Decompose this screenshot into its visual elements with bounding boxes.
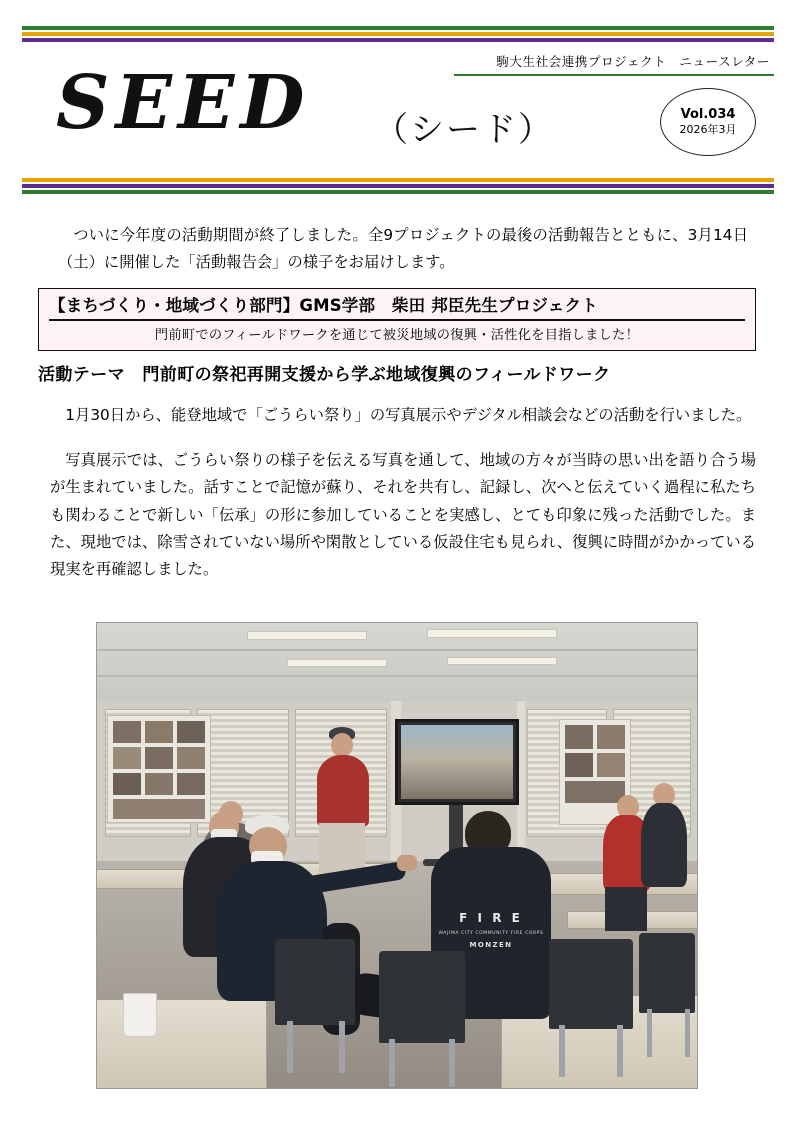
table-foreground-left: [96, 999, 267, 1089]
jacket-fire-text: F I R E: [459, 911, 523, 925]
person-legs: [605, 887, 647, 931]
pointing-hand: [397, 855, 417, 871]
section-category: 【まちづくり・地域づくり部門】GMS学部 柴田 邦臣先生プロジェクト: [49, 296, 598, 315]
chair: [379, 951, 465, 1043]
newsletter-label: 駒大生社会連携プロジェクト ニュースレター: [496, 54, 770, 69]
label-underline: [454, 74, 774, 76]
person-standing-red: [317, 755, 369, 827]
chair-leg: [449, 1039, 455, 1087]
exhibit-thumb: [113, 747, 141, 769]
ceiling-light-1: [247, 631, 367, 640]
exhibit-thumb: [145, 773, 173, 795]
exhibit-thumb: [145, 747, 173, 769]
presentation-screen: [395, 719, 519, 805]
exhibit-thumb: [177, 747, 205, 769]
exhibit-thumb: [145, 721, 173, 743]
page-title: SEED: [56, 60, 311, 146]
rule-green-2: [22, 190, 774, 194]
chair: [549, 939, 633, 1029]
exhibit-thumb: [177, 773, 205, 795]
ceiling-light-4: [447, 657, 557, 665]
exhibit-thumb: [565, 753, 593, 777]
photo-scene: [97, 623, 697, 1088]
activity-theme: 活動テーマ 門前町の祭祀再開支援から学ぶ地域復興のフィールドワーク: [38, 365, 611, 385]
paper-cup: [123, 993, 157, 1037]
rule-purple-2: [22, 184, 774, 188]
intro-text: ついに今年度の活動期間が終了しました。全9プロジェクトの最後の活動報告とともに、3月14日（土）に開催した「活動報告会」の様子をお届けします。: [58, 226, 748, 271]
activity-photo: [96, 622, 698, 1089]
rule-orange: [22, 32, 774, 36]
chair-leg: [685, 1009, 690, 1057]
chair-leg: [647, 1009, 652, 1057]
section-divider: [49, 319, 745, 320]
jacket-fire-subtext2: MONZEN: [469, 941, 513, 949]
chair-leg: [287, 1021, 293, 1073]
page-title-reading: （シード）: [374, 110, 554, 150]
screen-image: [401, 725, 513, 799]
intro-paragraph: [58, 222, 748, 276]
person-standing-right-dark: [641, 803, 687, 887]
body-paragraph-2: 写真展示では、ごうらい祭りの様子を伝える写真を通して、地域の方々が当時の思い出を語り合う場が生まれていました。話すことで記憶が蘇り、それを共有し、記録し、次へと伝えていく過程に私たちも関わることで新しい「伝承」の形に参加していることを実感し、とても印象に残った活動でした。また、現地では、除雪されていない場所や閑散としている仮設住宅も見られ、復興に時間がかかっている現実を再確認しました。: [50, 451, 756, 579]
section-subtitle: 門前町でのフィールドワークを通じて被災地域の復興・活性化を目指しました！: [154, 327, 640, 343]
article-body: [50, 402, 756, 583]
rule-green: [22, 26, 774, 30]
exhibit-thumb: [597, 725, 625, 749]
chair-leg: [389, 1039, 395, 1087]
top-rule-bars: [22, 26, 774, 44]
ceiling-light-3: [287, 659, 387, 667]
rule-orange-2: [22, 178, 774, 182]
chair: [639, 933, 695, 1013]
chair-leg: [617, 1025, 623, 1077]
body-paragraph-1: 1月30日から、能登地域で「ごうらい祭り」の写真展示やデジタル相談会などの活動を行いました。: [65, 406, 752, 424]
exhibit-thumb: [113, 773, 141, 795]
chair: [275, 939, 355, 1025]
volume-badge: [660, 88, 756, 156]
masthead: [22, 44, 774, 194]
chair-leg: [559, 1025, 565, 1077]
photo-ceiling: [97, 623, 697, 701]
chair-leg: [339, 1021, 345, 1073]
exhibit-thumb: [565, 781, 625, 803]
rule-purple: [22, 38, 774, 42]
ceiling-line-1: [97, 649, 697, 651]
exhibit-thumb: [597, 753, 625, 777]
issue-date: 2026年3月: [679, 123, 737, 137]
section-banner: [38, 288, 756, 351]
exhibit-thumb: [113, 721, 141, 743]
person-head: [331, 733, 353, 757]
volume-number: Vol.034: [680, 106, 736, 122]
bottom-rule-bars: [22, 178, 774, 196]
exhibit-thumb: [113, 799, 205, 819]
exhibit-thumb: [565, 725, 593, 749]
ceiling-line-2: [97, 675, 697, 677]
exhibit-thumb: [177, 721, 205, 743]
jacket-fire-subtext: WAJIMA CITY COMMUNITY FIRE CORPS: [438, 931, 544, 936]
ceiling-light-2: [427, 629, 557, 638]
